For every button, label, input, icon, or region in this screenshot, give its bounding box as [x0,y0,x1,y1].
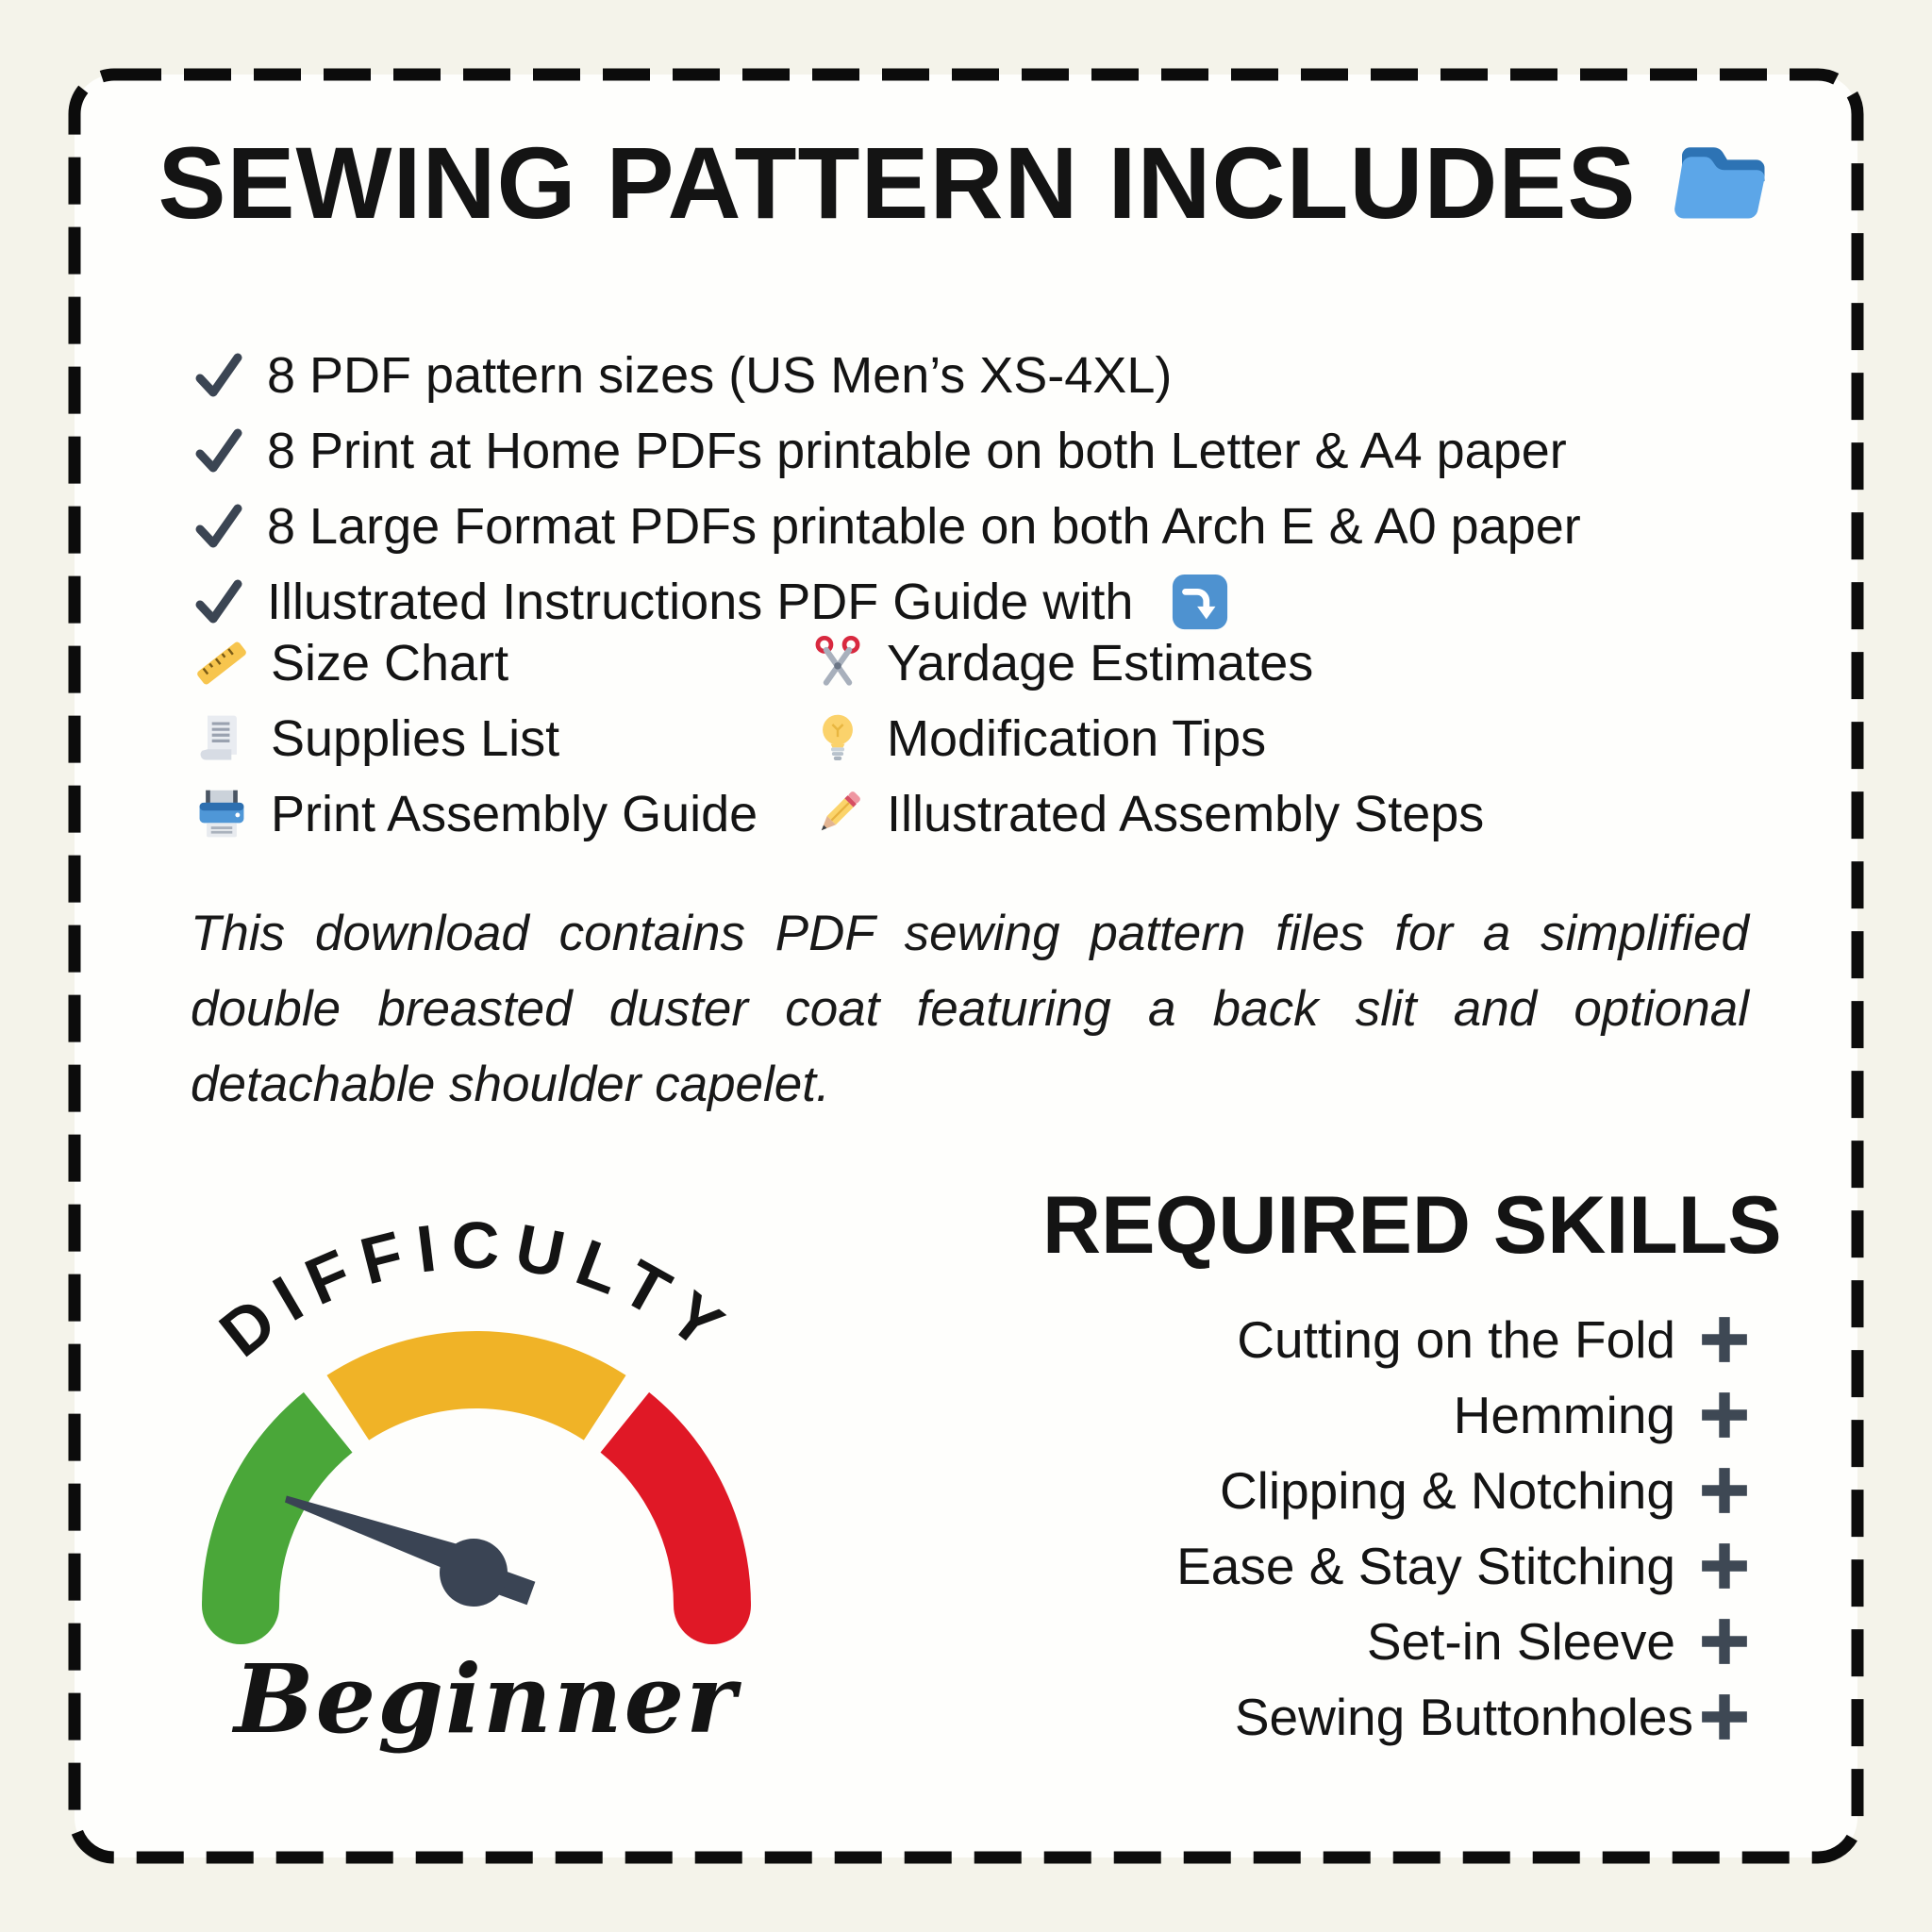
skill-item [1235,1679,1751,1755]
plus-icon [1698,1615,1751,1668]
features-right-column [809,625,1484,852]
skill-label: Sewing Buttonholes [1234,1688,1693,1746]
skill-label: Hemming [1453,1386,1675,1444]
checklist-item [193,338,1581,413]
description-paragraph [191,896,1749,1123]
description-line: This download contains PDF sewing pattern files for a simplified [191,906,1749,961]
header [0,111,1932,253]
ruler-icon [193,635,250,691]
plus-icon [1698,1540,1751,1592]
checkmark-icon [193,350,244,401]
checklist-item-label: Illustrated Instructions PDF Guide with [267,574,1134,630]
checklist-item-label: 8 Large Format PDFs printable on both Arch E & A0 paper [267,498,1581,555]
checkmark-icon [193,501,244,552]
difficulty-level-label: Beginner [234,1643,738,1755]
skill-label: Cutting on the Fold [1237,1310,1675,1369]
feature-item [809,776,1484,852]
page-title: SEWING PATTERN INCLUDES [158,125,1637,240]
feature-item [193,701,758,776]
receipt-icon [193,710,250,767]
open-folder-icon [1669,129,1774,235]
required-skills-heading: REQUIRED SKILLS [1042,1180,1782,1271]
gauge-needle-hub [440,1539,508,1607]
plus-icon [1698,1690,1751,1743]
checklist-item [193,489,1581,564]
feature-label: Supplies List [271,710,560,767]
skill-item [1367,1604,1751,1679]
printer-icon [193,786,250,842]
skill-label: Set-in Sleeve [1366,1612,1675,1671]
scissors-icon [809,635,866,691]
skill-item [1237,1302,1751,1377]
feature-item [193,625,758,701]
skill-item [1220,1453,1751,1528]
feature-item [809,701,1484,776]
plus-icon [1698,1389,1751,1441]
skill-item [1176,1528,1751,1604]
checklist-item-label: 8 PDF pattern sizes (US Men’s XS-4XL) [267,347,1173,404]
feature-label: Yardage Estimates [887,635,1314,691]
pencil-icon [809,786,866,842]
description-line: double breasted duster coat featuring a back slit and optional [191,981,1749,1037]
description-line: detachable shoulder capelet. [191,1057,830,1112]
gauge-segment-red [625,1423,712,1606]
feature-label: Illustrated Assembly Steps [887,786,1485,842]
gauge-segment-yellow [348,1370,605,1407]
feature-label: Modification Tips [887,710,1267,767]
light-bulb-icon [809,710,866,767]
feature-item [193,776,758,852]
checklist-item-label: 8 Print at Home PDFs printable on both Letter & A4 paper [267,423,1567,479]
includes-checklist [193,338,1581,640]
skill-label: Ease & Stay Stitching [1176,1537,1675,1595]
feature-item [809,625,1484,701]
skill-item [1454,1377,1751,1453]
skill-label: Clipping & Notching [1219,1461,1675,1520]
checklist-item [193,413,1581,489]
feature-label: Size Chart [271,635,509,691]
plus-icon [1698,1313,1751,1366]
features-left-column [193,625,758,852]
required-skills-list [1176,1302,1751,1755]
checkmark-icon [193,425,244,476]
arrow-curving-down-icon [1171,573,1229,631]
plus-icon [1698,1464,1751,1517]
feature-label: Print Assembly Guide [271,786,758,842]
checkmark-icon [193,576,244,627]
difficulty-arched-label: DIFFICULTY [206,1208,747,1372]
